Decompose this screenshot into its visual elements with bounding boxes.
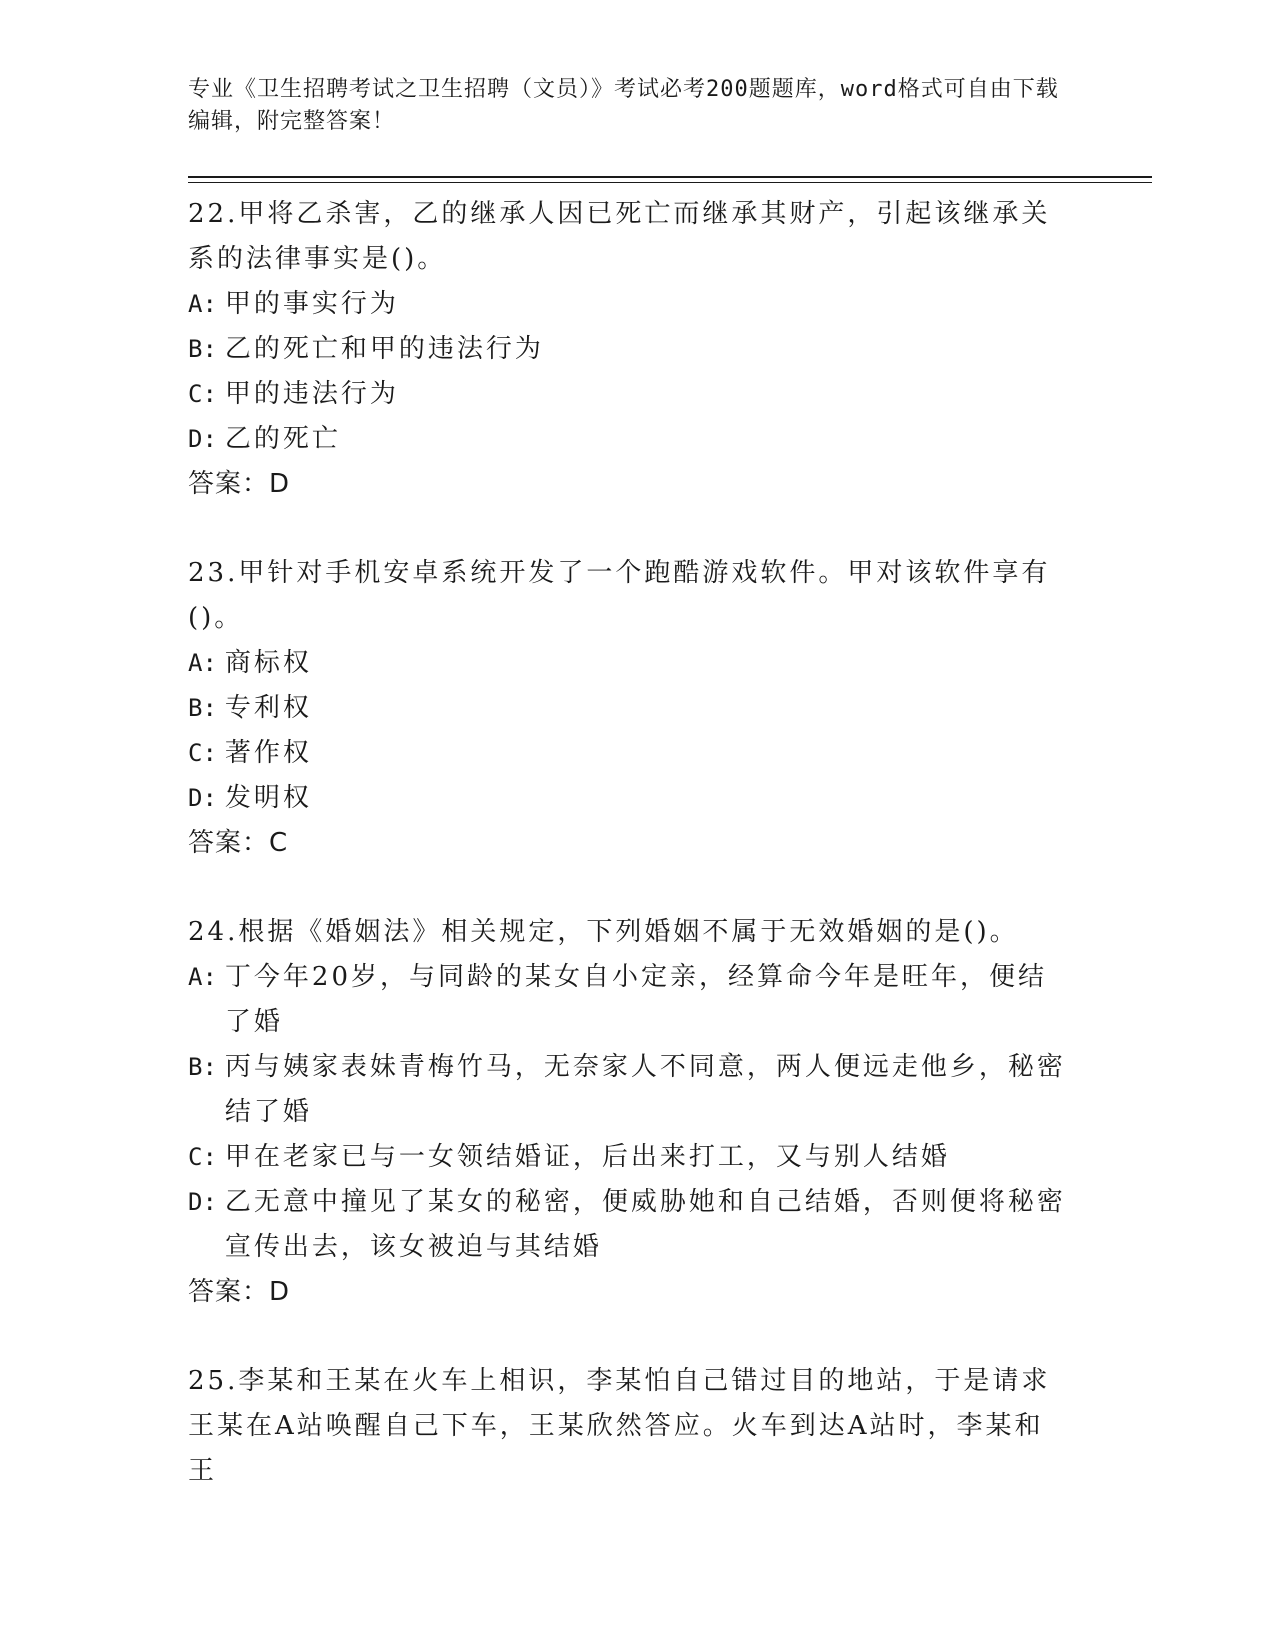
option-text: 著作权 <box>224 738 312 768</box>
option-text: 丙与姨家表妹青梅竹马，无奈家人不同意，两人便远走他乡，秘密结了婚 <box>224 1052 1066 1127</box>
question-23 <box>188 551 1068 866</box>
question-25 <box>188 1359 1068 1494</box>
option-b <box>188 1045 1068 1135</box>
option-text: 甲在老家已与一女领结婚证，后出来打工，又与别人结婚 <box>224 1142 950 1172</box>
option-d <box>188 1180 1068 1270</box>
question-stem: 22.甲将乙杀害，乙的继承人因已死亡而继承其财产，引起该继承关系的法律事实是()。 <box>188 199 1051 274</box>
option-letter: D: <box>188 425 217 453</box>
question-24 <box>188 910 1068 1315</box>
option-d <box>188 417 1068 462</box>
option-letter: B: <box>188 335 217 363</box>
option-b <box>188 327 1068 372</box>
header-rule-thick <box>188 176 1152 178</box>
option-text: 乙的死亡 <box>224 424 341 454</box>
option-letter: D: <box>188 784 217 812</box>
option-text: 专利权 <box>224 693 312 723</box>
option-letter: A: <box>188 963 217 991</box>
option-text: 乙无意中撞见了某女的秘密，便威胁她和自己结婚，否则便将秘密宣传出去，该女被迫与其结婚 <box>224 1187 1066 1262</box>
option-letter: B: <box>188 694 217 722</box>
option-text: 甲的事实行为 <box>224 289 399 319</box>
option-text: 乙的死亡和甲的违法行为 <box>224 334 544 364</box>
option-text: 发明权 <box>224 783 312 813</box>
document-header: 专业《卫生招聘考试之卫生招聘（文员）》考试必考200题题库，word格式可自由下载编辑，附完整答案！ <box>188 77 1059 134</box>
option-letter: A: <box>188 649 217 677</box>
option-a <box>188 641 1068 686</box>
option-letter: B: <box>188 1053 217 1081</box>
question-22 <box>188 192 1068 507</box>
option-d <box>188 776 1068 821</box>
option-text: 商标权 <box>224 648 312 678</box>
option-c <box>188 372 1068 417</box>
option-letter: C: <box>188 1143 217 1171</box>
option-a <box>188 282 1068 327</box>
option-c <box>188 731 1068 776</box>
question-stem: 23.甲针对手机安卓系统开发了一个跑酷游戏软件。甲对该软件享有()。 <box>188 558 1051 633</box>
option-c <box>188 1135 1068 1180</box>
option-letter: C: <box>188 739 217 767</box>
option-a <box>188 955 1068 1045</box>
answer-line: 答案：C <box>188 828 289 858</box>
question-stem: 25.李某和王某在火车上相识，李某怕自己错过目的地站，于是请求王某在A站唤醒自己下车，王某欣然答应。火车到达A站时，李某和王 <box>188 1366 1051 1486</box>
option-letter: A: <box>188 290 217 318</box>
option-letter: C: <box>188 380 217 408</box>
header-rule-thin <box>188 182 1152 183</box>
question-list <box>188 192 1068 1538</box>
option-letter: D: <box>188 1188 217 1216</box>
answer-line: 答案：D <box>188 1277 291 1307</box>
answer-line: 答案：D <box>188 469 291 499</box>
option-text: 丁今年20岁，与同龄的某女自小定亲，经算命今年是旺年，便结了婚 <box>224 962 1047 1037</box>
question-stem: 24.根据《婚姻法》相关规定，下列婚姻不属于无效婚姻的是()。 <box>188 917 1019 947</box>
option-text: 甲的违法行为 <box>224 379 399 409</box>
option-b <box>188 686 1068 731</box>
